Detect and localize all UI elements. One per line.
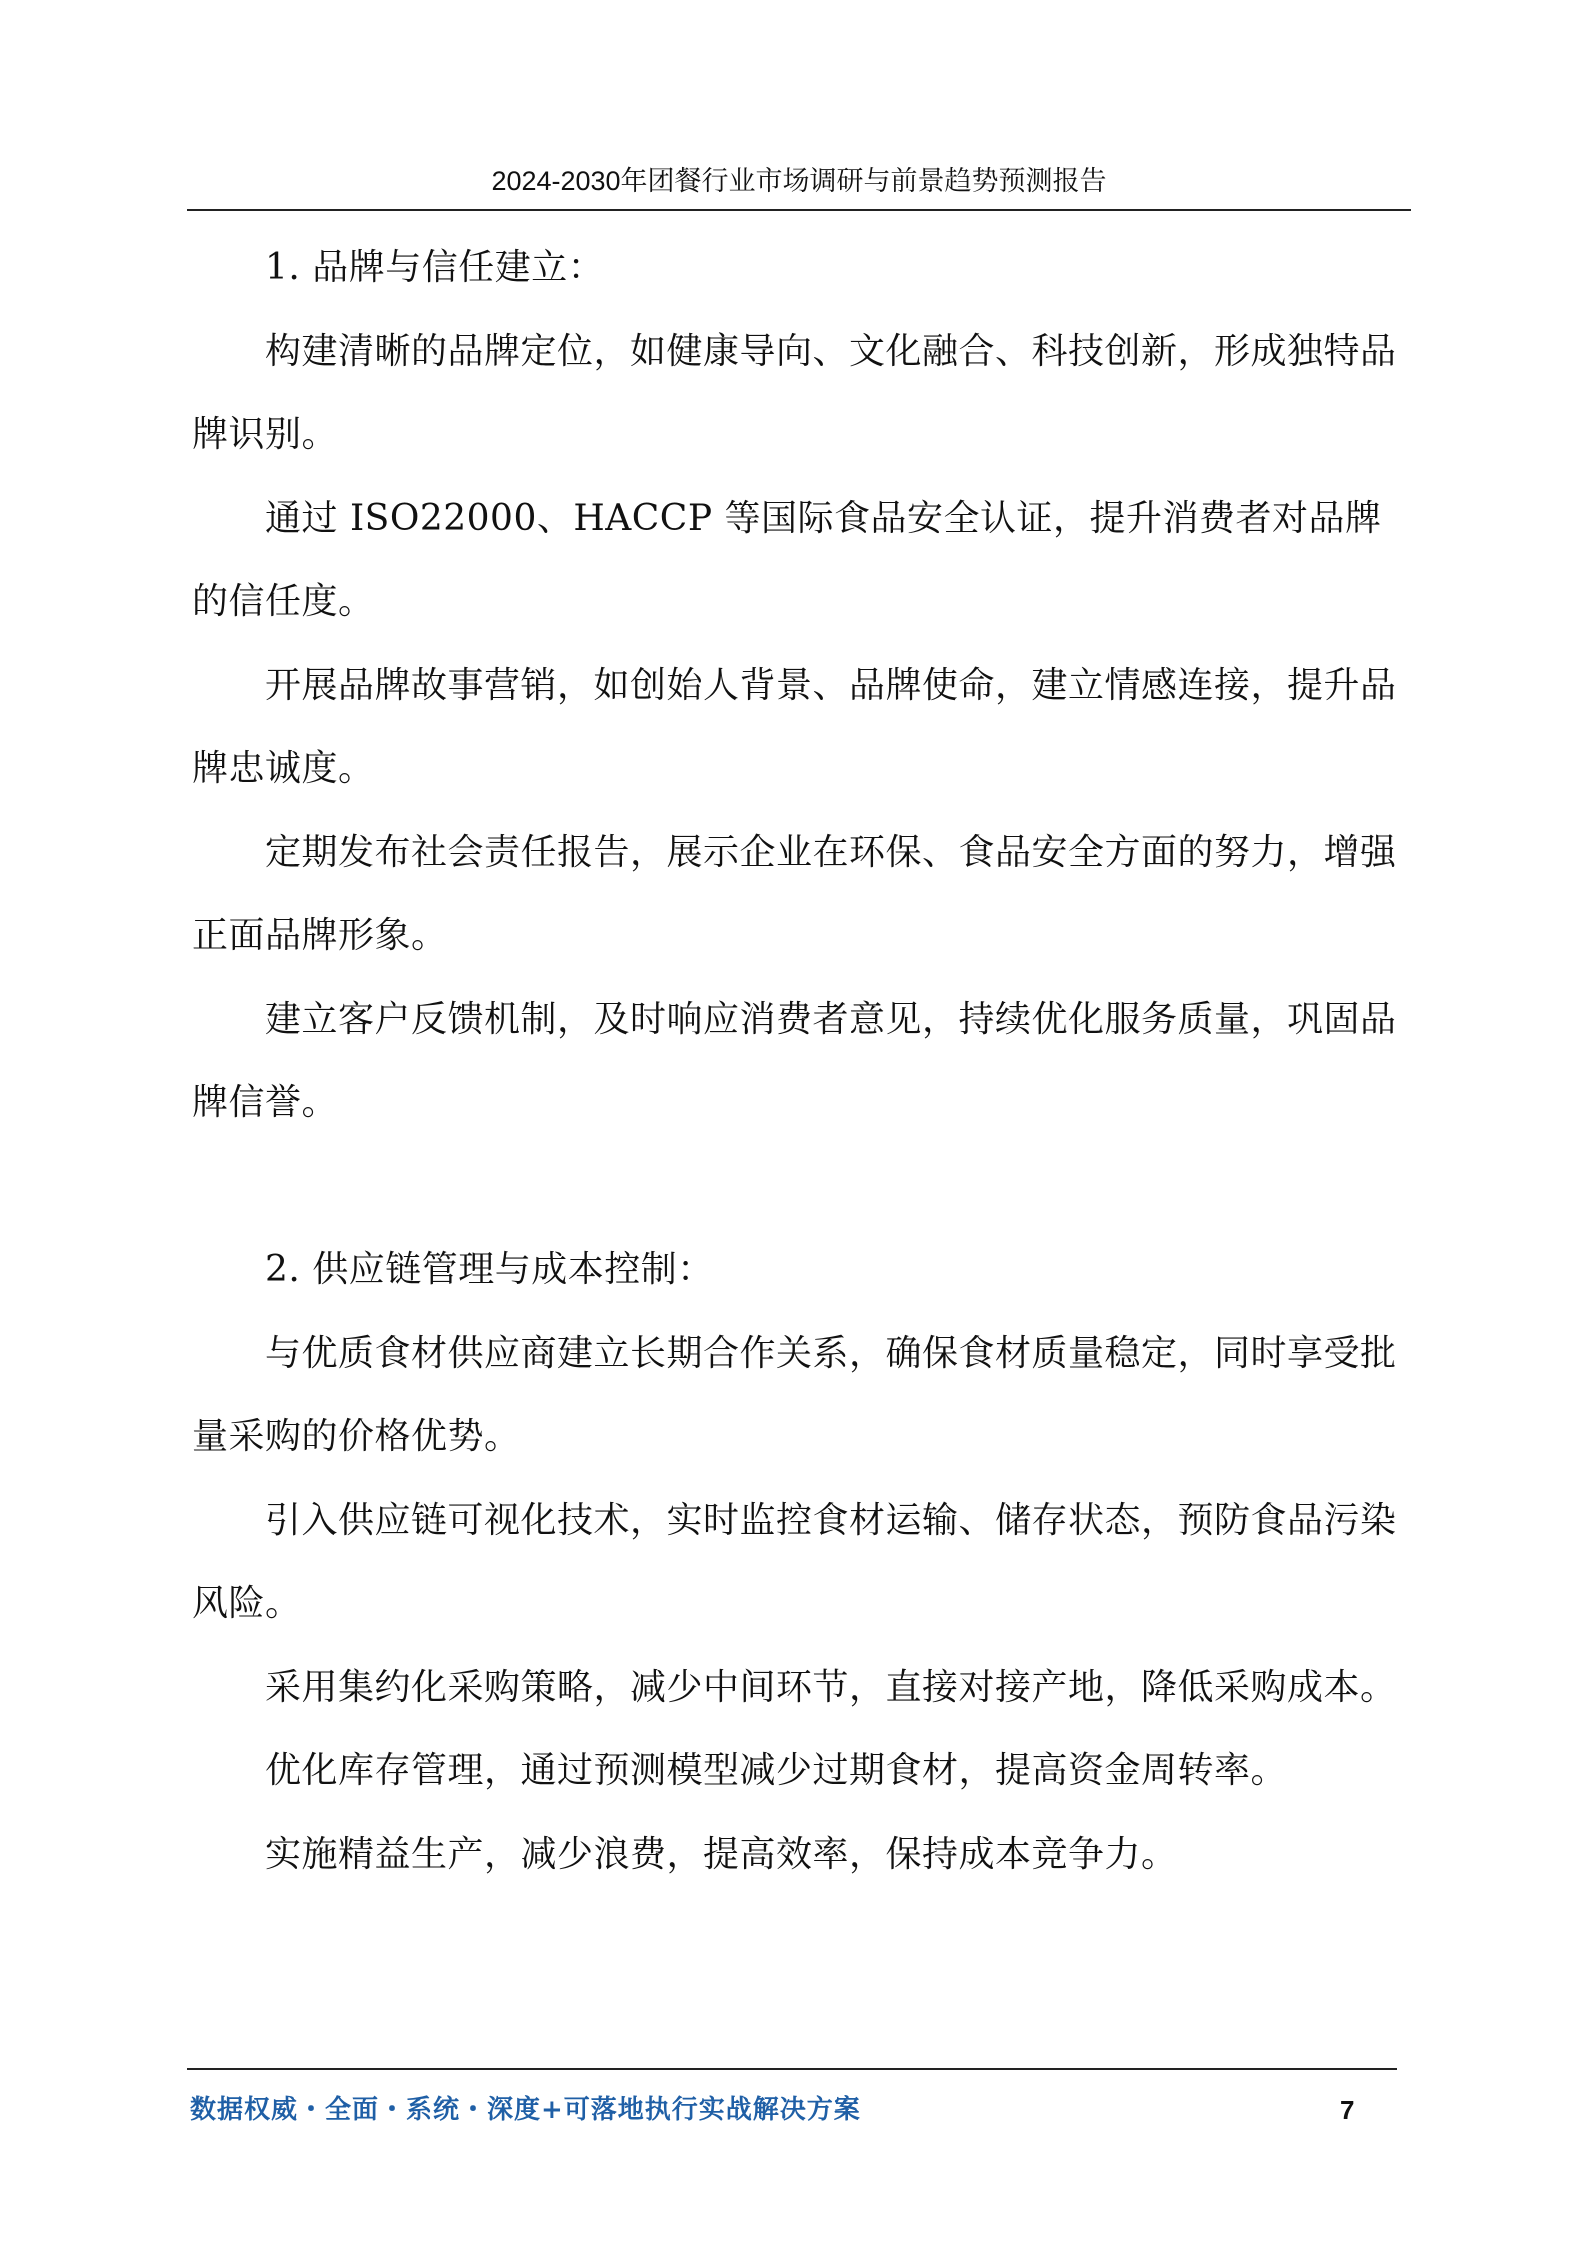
paragraph: 建立客户反馈机制，及时响应消费者意见，持续优化服务质量，巩固品牌信誉。 [192, 998, 1397, 1123]
paragraph: 优化库存管理，通过预测模型减少过期食材，提高资金周转率。 [265, 1750, 1288, 1791]
paragraph: 开展品牌故事营销，如创始人背景、品牌使命，建立情感连接，提升品牌忠诚度。 [192, 664, 1397, 789]
document-body [192, 226, 1404, 1896]
paragraph: 构建清晰的品牌定位，如健康导向、文化融合、科技创新，形成独特品牌识别。 [192, 330, 1397, 455]
section-gap [192, 1145, 1404, 1229]
paragraph: 采用集约化采购策略，减少中间环节，直接对接产地，降低采购成本。 [265, 1666, 1397, 1708]
paragraph: 实施精益生产，减少浪费，提高效率，保持成本竞争力。 [265, 1833, 1178, 1875]
paragraph: 定期发布社会责任报告，展示企业在环保、食品安全方面的努力，增强正面品牌形象。 [192, 831, 1397, 956]
section-heading: 2. 供应链管理与成本控制： [265, 1249, 714, 1290]
footer-slogan: 数据权威・全面・系统・深度+可落地执行实战解决方案 [190, 2095, 861, 2125]
section-heading: 1. 品牌与信任建立： [265, 247, 605, 288]
paragraph: 引入供应链可视化技术，实时监控食材运输、储存状态，预防食品污染风险。 [192, 1499, 1397, 1624]
page-number: 7 [1340, 2095, 1355, 2125]
paragraph: 与优质食材供应商建立长期合作关系，确保食材质量稳定，同时享受批量采购的价格优势。 [192, 1332, 1397, 1457]
header-divider [187, 209, 1411, 211]
page-header-title: 2024-2030年团餐行业市场调研与前景趋势预测报告 [491, 166, 1107, 196]
footer-divider [187, 2068, 1397, 2070]
paragraph: 通过 ISO22000、HACCP 等国际食品安全认证，提升消费者对品牌的信任度。 [192, 497, 1382, 622]
